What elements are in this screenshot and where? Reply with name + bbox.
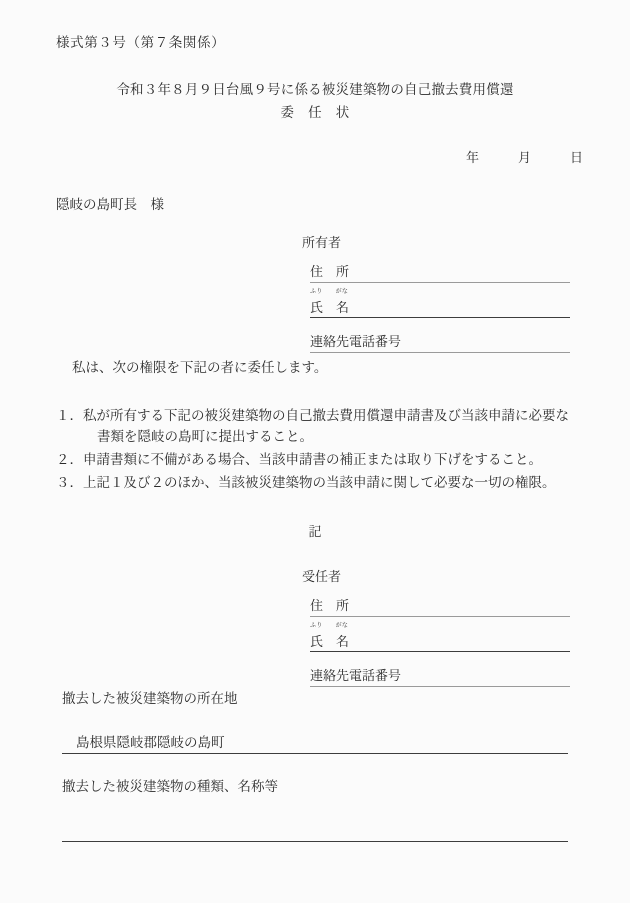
clause-line-1: 私が所有する下記の被災建築物の自己撤去費用償還申請書及び当該申請に必要な [83,408,569,423]
spacer [302,652,570,661]
furigana-right: がな [335,289,349,295]
location-input[interactable] [62,731,568,754]
furigana-left: ふり [310,289,323,295]
owner-heading: 所有者 [302,235,342,250]
location-value: 島根県隠岐郡隠岐の島町 [76,735,225,750]
clause-item [56,472,586,493]
clause-number: ２． [56,452,83,467]
clause-item [56,449,586,470]
delegate-phone-label: 連絡先電話番号 [310,668,402,683]
date-line: 年 月 日 [466,150,584,165]
addressee-line: 隠岐の島町長 様 [56,197,164,212]
clause-list [56,405,586,495]
furigana-right: がな [335,623,349,629]
ki-mark: 記 [308,524,322,539]
form-number: 様式第３号（第７条関係） [56,35,226,50]
clause-text: 上記１及び２のほか、当該被災建築物の当該申請に関して必要な一切の権限。 [83,475,556,490]
delegate-heading: 受任者 [302,569,342,584]
delegate-block [302,566,570,687]
clause-line-2: 書類を隠岐の島町に提出すること。 [97,429,313,444]
furigana-ruby [310,620,348,629]
document-title: 令和３年８月９日台風９号に係る被災建築物の自己撤去費用償還 [116,82,514,97]
body-paragraph: 私は、次の権限を下記の者に委任します。 [72,360,328,375]
location-section [62,687,568,754]
clause-number: ３． [56,475,83,490]
clause-text: 申請書類に不備がある場合、当該申請書の補正または取り下げをすること。 [83,452,542,467]
delegate-address-label: 住 所 [310,598,350,613]
owner-name-label: 氏 名 [310,300,350,315]
owner-phone-field[interactable] [310,327,570,353]
owner-phone-label: 連絡先電話番号 [310,334,402,349]
delegate-name-field[interactable] [310,623,570,652]
type-input[interactable] [62,819,568,842]
clause-text [83,405,586,447]
delegate-name-label: 氏 名 [310,634,350,649]
furigana-ruby [310,286,348,295]
owner-address-field[interactable] [310,257,570,283]
owner-address-label: 住 所 [310,264,350,279]
document-subtitle: 委 任 状 [280,105,350,120]
delegate-phone-field[interactable] [310,661,570,687]
delegate-address-field[interactable] [310,591,570,617]
spacer [302,318,570,327]
furigana-left: ふり [310,623,323,629]
type-label: 撤去した被災建築物の種類、名称等 [62,779,278,794]
type-section [62,775,568,842]
location-label: 撤去した被災建築物の所在地 [62,691,238,706]
owner-block [302,232,570,353]
owner-name-field[interactable] [310,289,570,318]
clause-number: １． [56,408,83,423]
clause-item [56,405,586,447]
